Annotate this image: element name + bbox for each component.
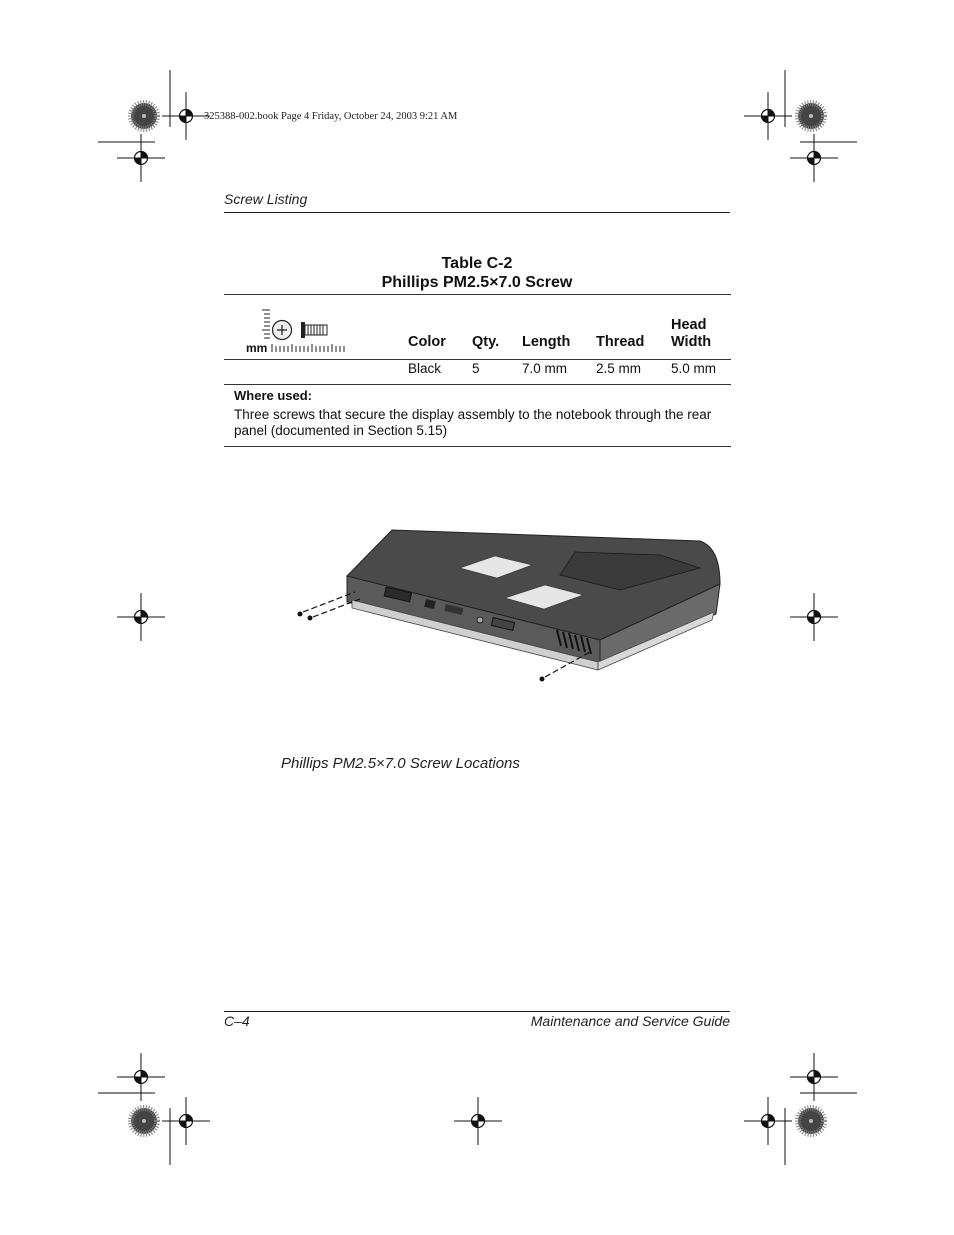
header-color: Color: [408, 334, 446, 350]
header-thread: Thread: [596, 334, 645, 350]
cell-thread: 2.5 mm: [596, 361, 642, 376]
where-used-text: Three screws that secure the display assembly to the notebook through the rear panel (documented in Section 5.15): [234, 407, 712, 438]
print-slug: 325388-002.book Page 4 Friday, October 24, 2003 9:21 AM: [204, 111, 458, 122]
header-length: Length: [522, 334, 571, 350]
figure-caption: Phillips PM2.5×7.0 Screw Locations: [281, 755, 520, 772]
header-qty: Qty.: [472, 334, 500, 350]
cell-qty: 5: [472, 361, 480, 376]
table-number: Table C-2: [441, 255, 513, 272]
ruler-unit-label: mm: [246, 341, 268, 355]
table-title: Phillips PM2.5×7.0 Screw: [381, 274, 573, 291]
header-head-width-line2: Width: [671, 334, 712, 350]
where-used-label: Where used:: [234, 388, 313, 403]
cell-head-width: 5.0 mm: [671, 361, 717, 376]
cell-length: 7.0 mm: [522, 361, 568, 376]
running-head: Screw Listing: [224, 191, 308, 207]
page-number: C–4: [224, 1013, 250, 1029]
document-title: Maintenance and Service Guide: [530, 1013, 730, 1029]
header-head-width-line1: Head: [671, 317, 707, 333]
footer-rule: [224, 1011, 730, 1012]
cell-color: Black: [408, 361, 442, 376]
